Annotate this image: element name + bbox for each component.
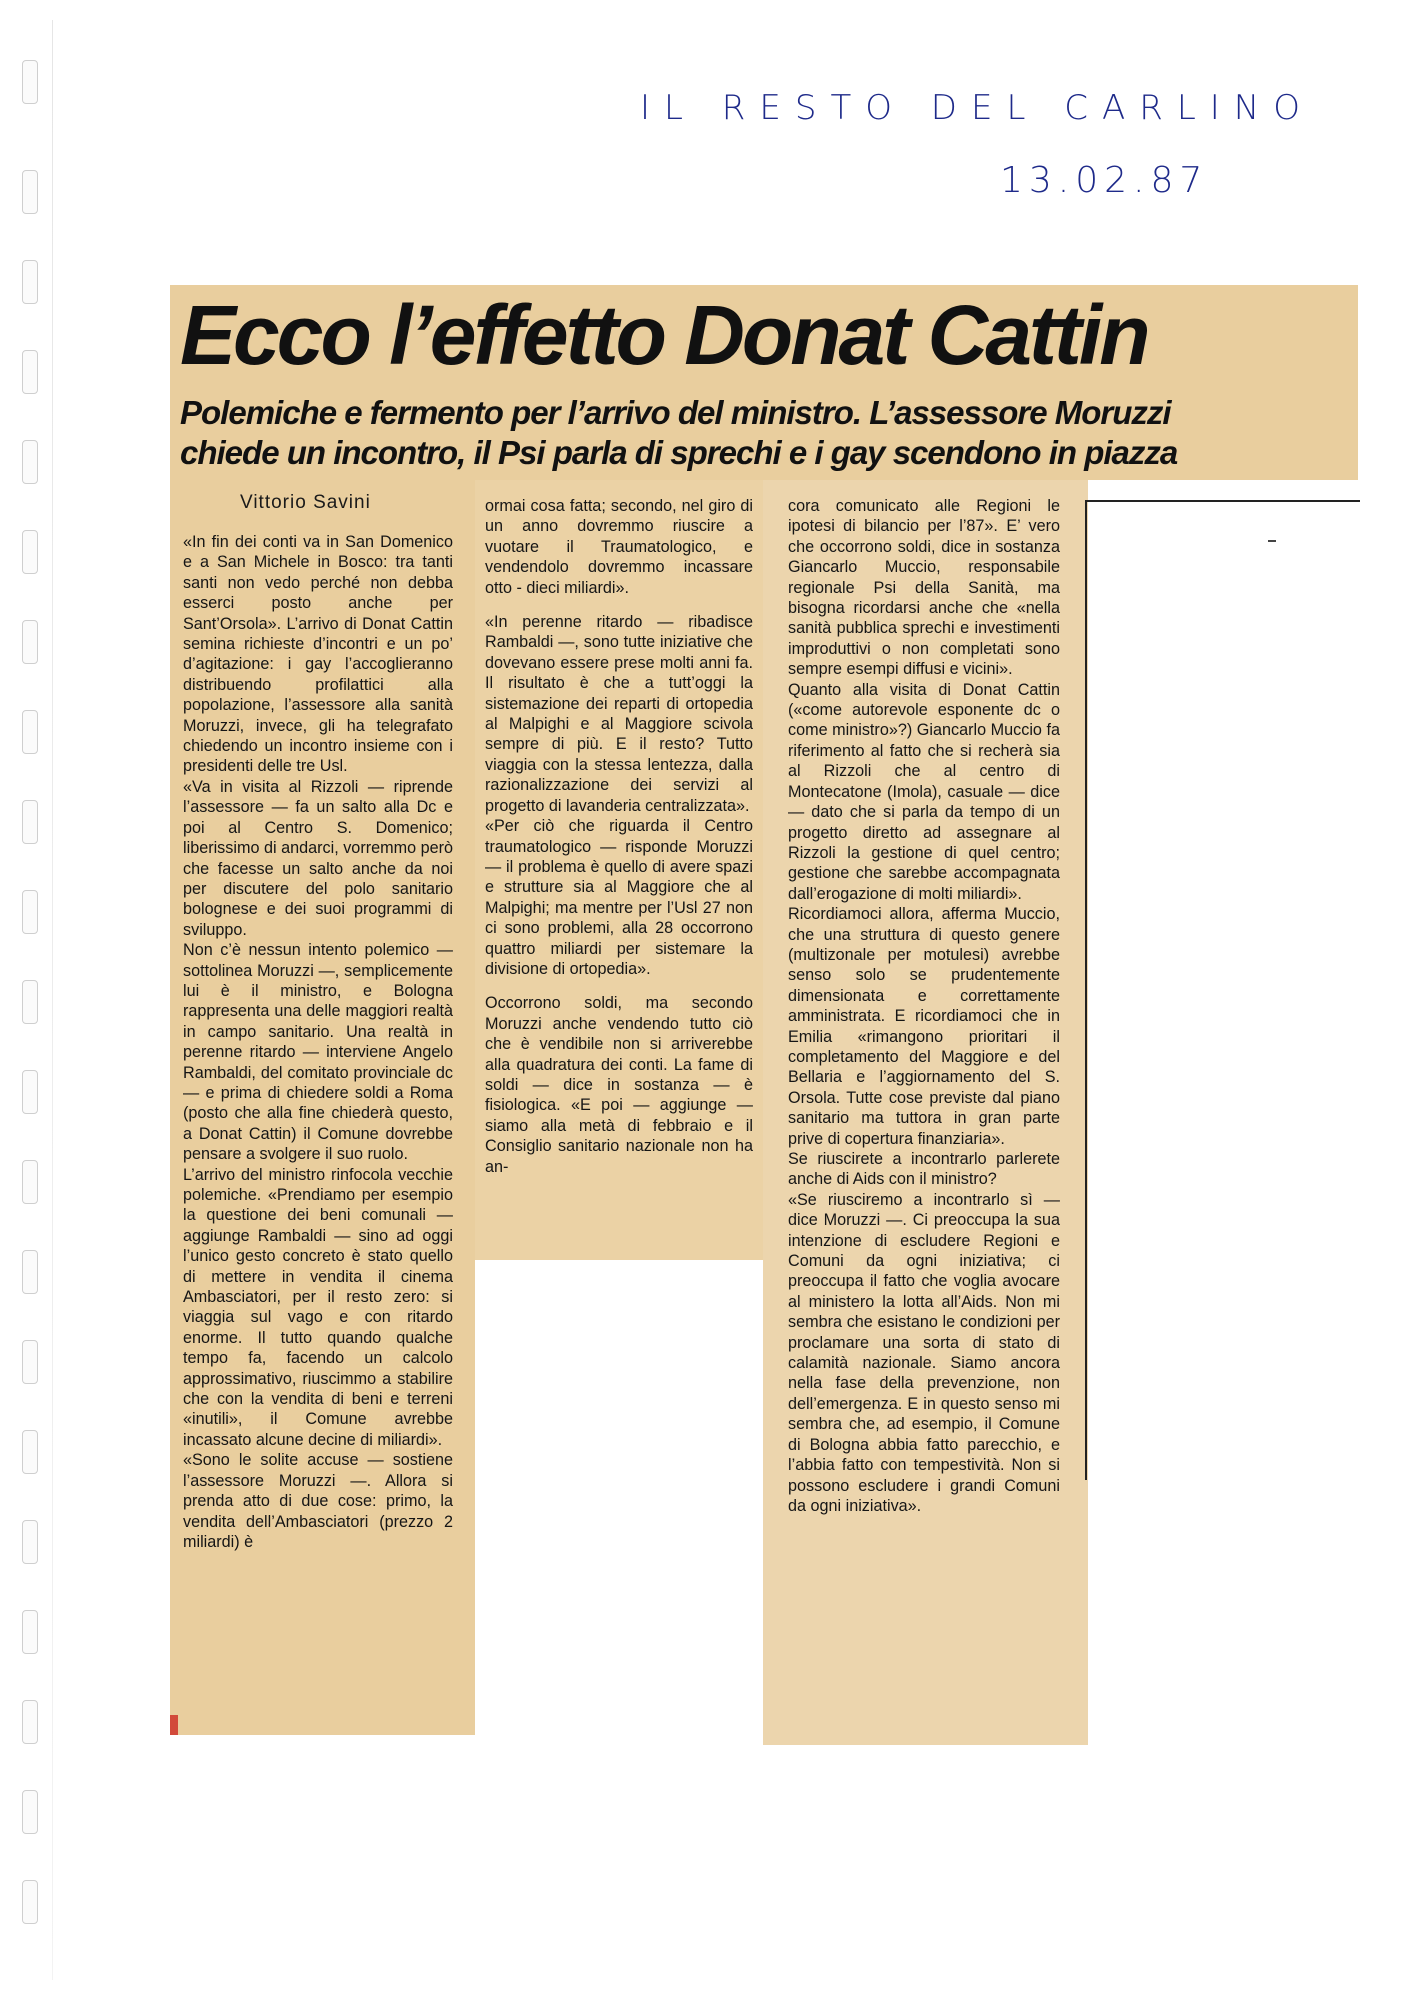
binder-holes xyxy=(18,60,48,1940)
binder-hole xyxy=(22,1790,38,1834)
paragraph: L’arrivo del ministro rinfocola vecchie polemiche. «Prendiamo per esempio la questione dei beni comunali — aggiunge Rambaldi — sino ad oggi l’unico gesto concreto è stato quello di mettere in vendita il cinema Ambasciatori, per il resto zero: si viaggia sul vago e con ritardo enorme. Il tutto quando qualche tempo fa, facendo un calcolo approssimativo, riuscimmo a stabilire che con la vendita di beni e terreni «inutili», il Comune avrebbe incassato alcune decine di miliardi». xyxy=(183,1165,453,1449)
binder-hole xyxy=(22,1430,38,1474)
article-column-2 xyxy=(485,496,753,1177)
article-column-1 xyxy=(183,532,453,1552)
subtitle-line: chiede un incontro, il Psi parla di sprechi e i gay scendono in piazza xyxy=(180,434,1178,471)
paragraph: cora comunicato alle Regioni le ipotesi di bilancio per l’87». E’ vero che occorrono soldi, dice in sostanza Giancarlo Muccio, responsabile regionale Psi della Sanità, ma bisogna ricordarsi anche che «nella sanità pubblica sprechi e investimenti improduttivi o non completati sono sempre esempi diffusi e vicini». xyxy=(788,497,1060,679)
binder-hole xyxy=(22,1160,38,1204)
article-subtitle xyxy=(180,393,1360,473)
binder-hole xyxy=(22,1520,38,1564)
paragraph: Se riuscirete a incontrarlo parlerete anche di Aids con il ministro? xyxy=(788,1150,1060,1189)
binder-hole xyxy=(22,530,38,574)
binder-hole xyxy=(22,1700,38,1744)
binder-hole xyxy=(22,800,38,844)
binder-hole xyxy=(22,1250,38,1294)
handwritten-publication: IL RESTO DEL CARLINO xyxy=(640,88,1315,128)
article-column-3 xyxy=(788,496,1060,1516)
binder-hole xyxy=(22,260,38,304)
paragraph: «In fin dei conti va in San Domenico e a San Michele in Bosco: tra tanti santi non vedo perché non debba esserci posto anche per Sant’Orsola». L’arrivo di Donat Cattin semina richieste d’incontri e un po’ d’agitazione: i gay l’accoglieranno distribuendo profilattici alla popolazione, l’assessore alla sanità Moruzzi, invece, gli ha telegrafato chiedendo un incontro insieme con i presidenti delle tre Usl. xyxy=(183,533,453,776)
paragraph: «Se riusciremo a incontrarlo sì — dice Moruzzi —. Ci preoccupa la sua intenzione di escludere Regioni e Comuni da ogni iniziativa; ci preoccupa il fatto che voglia avocare al ministero la lotta all’Aids. Non mi sembra che esistano le condizioni per proclamare una sorta di stato di calamità nazionale. Siamo ancora nella fase della prevenzione, non dell’emergenza. E in questo senso mi sembra che, ad esempio, il Comune di Bologna abbia fatto parecchio, e l’abbia fatto con tempestività. Non si possono escludere i grandi Comuni da ogni iniziativa». xyxy=(788,1190,1060,1515)
paragraph: «Va in visita al Rizzoli — riprende l’assessore — fa un salto alla Dc e poi al Centro S. Domenico; liberissimo di andarci, vorremmo però che facesse un salto anche da noi per discutere del polo sanitario bolognese e dei suoi programmi di sviluppo. xyxy=(183,777,453,939)
binder-hole xyxy=(22,1880,38,1924)
binder-hole xyxy=(22,620,38,664)
article-byline: Vittorio Savini xyxy=(240,492,371,513)
article-title: Ecco l’effetto Donat Cattin xyxy=(180,288,1148,382)
binder-hole xyxy=(22,1070,38,1114)
binder-hole xyxy=(22,1340,38,1384)
binder-hole xyxy=(22,170,38,214)
paragraph: Occorrono soldi, ma secondo Moruzzi anche vendendo tutto ciò che è vendibile non si arriverebbe alla quadratura dei conti. La fame di soldi — dice in sostanza — è fisiologica. «E poi — aggiunge — siamo alla metà di febbraio e il Consiglio sanitario nazionale non ha an- xyxy=(485,994,753,1176)
column-rule xyxy=(1085,500,1087,1480)
paragraph: «In perenne ritardo — ribadisce Rambaldi —, sono tutte iniziative che dovevano essere prese molti anni fa. Il risultato è che a tutt’oggi la sistemazione dei reparti di ortopedia al Malpighi e al Maggiore scivola sempre di più. E il resto? Tutto viaggia con la stessa lentezza, dalla razionalizzazione dei servizi al progetto di lavanderia centralizzata». xyxy=(485,613,753,815)
binder-hole xyxy=(22,1610,38,1654)
column-rule xyxy=(1085,500,1360,502)
binder-hole xyxy=(22,350,38,394)
paragraph: Non c’è nessun intento polemico — sottolinea Moruzzi —, semplicemente lui è il ministro, e Bologna rappresenta una delle maggiori realtà in campo sanitario. Una realtà in perenne ritardo — interviene Angelo Rambaldi, del comitato provinciale dc — e prima di chiedere soldi a Roma (posto che alla fine chiederà questo, a Donat Cattin) il Comune dovrebbe pensare a svolgere il suo ruolo. xyxy=(183,941,453,1164)
binder-hole xyxy=(22,440,38,484)
paragraph: «Per ciò che riguarda il Centro traumatologico — risponde Moruzzi — il problema è quello di avere spazi e strutture sia al Maggiore che al Malpighi; ma mentre per l’Usl 27 non ci sono problemi, alla 28 occorrono quattro miliardi per sistemare la divisione di ortopedia». xyxy=(485,817,753,978)
subtitle-line: Polemiche e fermento per l’arrivo del ministro. L’assessore Moruzzi xyxy=(180,394,1171,431)
paper-mark xyxy=(170,1715,178,1735)
binder-hole xyxy=(22,60,38,104)
paragraph: «Sono le solite accuse — sostiene l’assessore Moruzzi —. Allora si prenda atto di due cose: primo, la vendita dell’Ambasciatori (prezzo 2 miliardi) è xyxy=(183,1451,453,1551)
binder-hole xyxy=(22,710,38,754)
paragraph: Ricordiamoci allora, afferma Muccio, che una struttura di questo genere (multizonale per motulesi) avrebbe senso solo se prudentemente dimensionata e correttamente amministrata. E ricordiamoci che in Emilia «rimangono prioritari il completamento del Maggiore e del Bellaria e l’aggiornamento del S. Orsola. Tutte cose previste dal piano sanitario ma tuttora in gran parte prive di copertura finanziaria». xyxy=(788,905,1060,1148)
paragraph: Quanto alla visita di Donat Cattin («come autorevole esponente dc o come ministro»?) Giancarlo Muccio fa riferimento al fatto che si recherà sia al Rizzoli che al centro di Montecatone (Imola), casuale — dice — dato che si parla da tempo di un progetto diretto ad assegnare al Rizzoli la gestione di quel centro; gestione che sarebbe accompagnata dall’erogazione di molti miliardi». xyxy=(788,680,1060,903)
binder-hole xyxy=(22,890,38,934)
binder-hole xyxy=(22,980,38,1024)
handwritten-date: 13.02.87 xyxy=(1000,160,1209,201)
paragraph: ormai cosa fatta; secondo, nel giro di un anno dovremmo riuscire a vuotare il Traumatologico, e vendendolo dovremmo incassare otto - dieci miliardi». xyxy=(485,497,753,597)
paper-speck xyxy=(1268,540,1276,542)
page-edge-line xyxy=(52,20,53,1980)
